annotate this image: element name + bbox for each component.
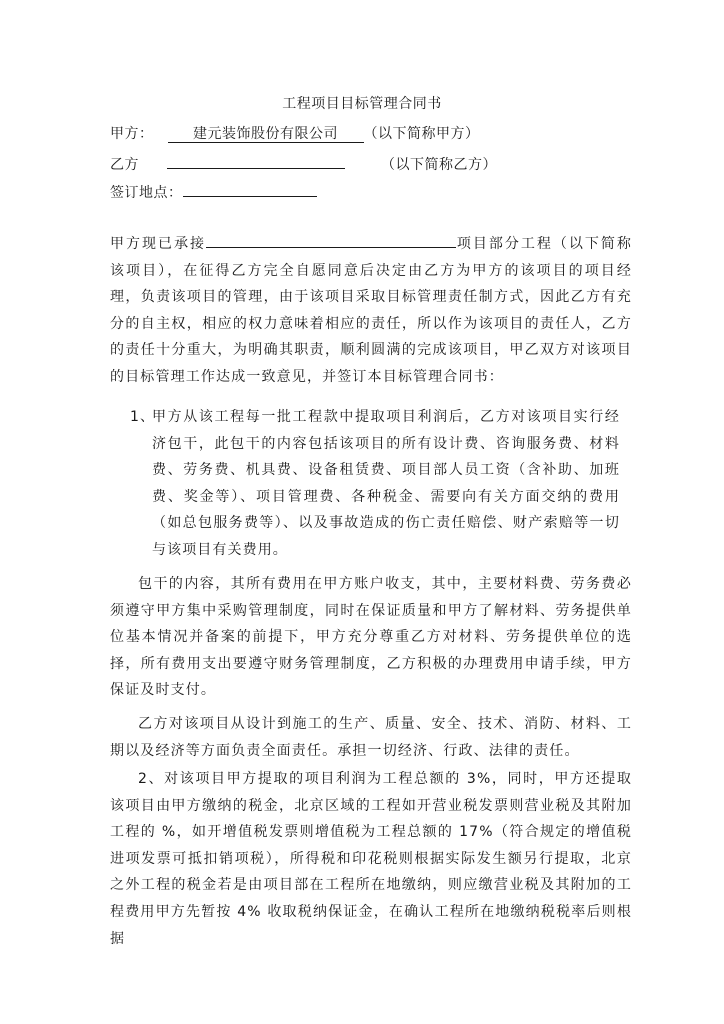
project-name-blank bbox=[206, 231, 456, 248]
signing-place-label: 签订地点： bbox=[110, 185, 183, 201]
clause-1-text: 甲方从该工程每一批工程款中提取项目利润后，乙方对该项目实行经济包干，此包干的内容包括该项目的所有设计费、咨询服务费、材料费、劳务费、机具费、设备租赁费、项目部人员工资（含补助、加班费、奖金等）、项目管理费、各种税金、需要向有关方面交纳的费用（如总包服务费等）、以及事故造成的伤亡责任赔偿、财产索赔等一切与该项目有关费用。 bbox=[152, 409, 620, 558]
party-b-blank bbox=[167, 152, 345, 169]
signing-place-blank bbox=[183, 180, 317, 197]
clause-1-number: 1、 bbox=[130, 409, 156, 425]
expenses-paragraph: 包干的内容，其所有费用在甲方账户收支，其中，主要材料费、劳务费必须遵守甲方集中采购管理制度，同时在保证质量和甲方了解材料、劳务提供单位基本情况并备案的前提下，甲方充分尊重乙方对材料、劳务提供单位的选择，所有费用支出要遵守财务管理制度，乙方积极的办理费用申请手续，甲方保证及时支付。 bbox=[110, 576, 632, 699]
party-a-line bbox=[110, 124, 480, 144]
party-a-label: 甲方： bbox=[110, 126, 154, 142]
responsibility-paragraph: 乙方对该项目从设计到施工的生产、质量、安全、技术、消防、材料、工期以及经济等方面负责全面责任。承担一切经济、行政、法律的责任。 bbox=[110, 716, 632, 759]
intro-rest: 项目部分工程（以下简称该项目），在征得乙方完全自愿同意后决定由乙方为甲方的该项目的项目经理，负责该项目的管理，由于该项目采取目标管理责任制方式，因此乙方有充分的自主权，相应的权力意味着相应的责任，所以作为该项目的责任人，乙方的责任十分重大，为明确其职责，顺利圆满的完成该项目，甲乙双方对该项目的目标管理工作达成一致意见，并签订本目标管理合同书： bbox=[110, 236, 632, 385]
clause-2-paragraph: 2、对该项目甲方提取的项目利润为工程总额的 3%，同时，甲方还提取该项目由甲方缴纳的税金，北京区域的工程如开营业税发票则营业税及其附加工程的 %，如开增值税发票则增值税为工程总额的 17%（符合规定的增值税进项发票可抵扣销项税），所得税和印花税则根据实际发生额另行提取，北京之外工程的税金若是由项目部在工程所在地缴纳，则应缴营业税及其附加的工程费用甲方先暂按 4% 收取税纳保证金，在确认工程所在地缴纳税税率后则根据 bbox=[110, 771, 632, 947]
party-b-line bbox=[110, 152, 497, 175]
intro-paragraph bbox=[110, 231, 632, 391]
clause-1 bbox=[130, 404, 620, 564]
party-b-note: （以下简称乙方） bbox=[381, 157, 497, 173]
party-b-label: 乙方 bbox=[110, 157, 139, 173]
page-title: 工程项目目标管理合同书 bbox=[282, 96, 442, 112]
intro-prefix: 甲方现已承接 bbox=[110, 236, 206, 252]
signing-place-line bbox=[110, 180, 317, 203]
party-a-value: 建元装饰股份有限公司 bbox=[168, 126, 364, 143]
party-a-note: （以下简称甲方） bbox=[363, 126, 480, 142]
